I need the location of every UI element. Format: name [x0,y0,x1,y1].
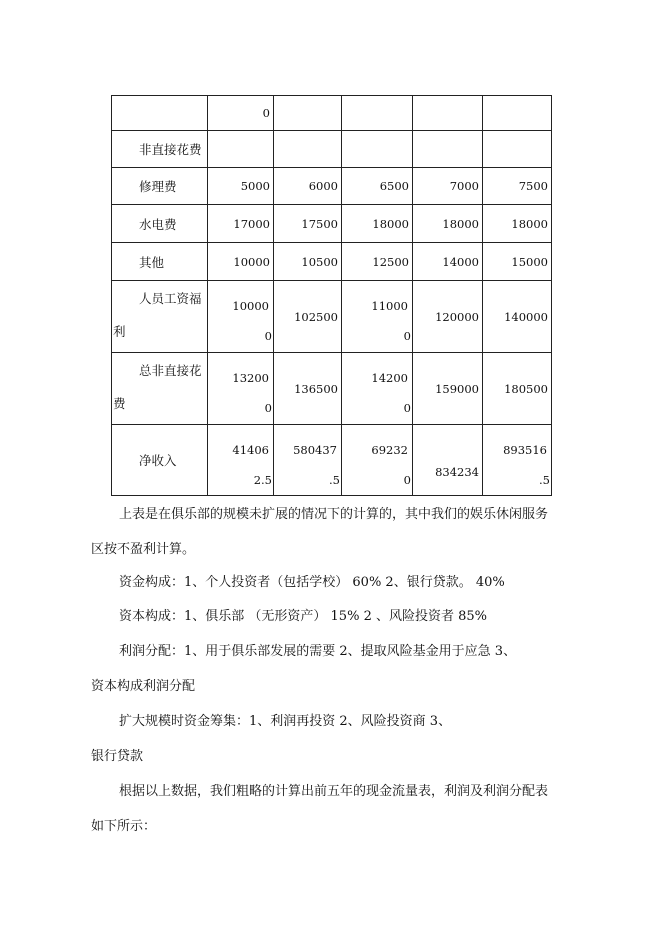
row-label: 其他 [112,243,208,281]
value-line2: .5 [539,472,550,487]
cell-value [483,425,552,496]
value-line1: 10000 [232,299,269,313]
cell-value [342,353,413,425]
paragraph-line: 上表是在俱乐部的规模未扩展的情况下的计算的，其中我们的娱乐休闲服务 [119,507,549,522]
paragraph-line: 资本构成利润分配 [91,679,196,694]
value-line1: 11000 [371,299,408,313]
table-row [112,281,552,353]
table-row [112,168,552,205]
row-label [112,96,208,131]
row-label-line1: 人员工资福 [139,291,202,306]
cell-empty [342,131,413,168]
cell-value [208,425,274,496]
cell-value: 120000 [413,281,483,353]
row-label [112,281,208,353]
cell-value: 10500 [274,243,342,281]
cell-value: 159000 [413,353,483,425]
cell-value: 6000 [274,168,342,205]
value-line1: 13200 [232,371,269,385]
paragraph-line: 如下所示： [91,819,157,834]
cell-empty [274,131,342,168]
cell-value [208,353,274,425]
cell-empty [483,131,552,168]
cell-value: 5000 [208,168,274,205]
cell-value: 140000 [483,281,552,353]
value-line2: 0 [403,401,411,415]
paragraph-line: 资金构成：1、个人投资者（包括学校） 60% 2、银行贷款。 40% [119,575,505,590]
cell-value: 136500 [274,353,342,425]
cell-value [342,96,413,131]
row-label-line2: 利 [113,324,126,339]
financial-table [111,95,552,496]
value-line2: .5 [329,472,340,487]
value-line2: 0 [264,329,272,343]
cell-value [208,281,274,353]
row-label: 非直接花费 [112,131,208,168]
cell-value [342,281,413,353]
table-row [112,205,552,243]
cell-value: 17500 [274,205,342,243]
value-line1: 41406 [232,442,269,457]
paragraph-line: 利润分配：1、用于俱乐部发展的需要 2、提取风险基金用于应急 3、 [119,644,517,659]
value-line1: 69232 [371,442,408,457]
paragraph-line: 区按不盈利计算。 [91,542,196,557]
cell-value: 6500 [342,168,413,205]
cell-empty [208,131,274,168]
row-label: 净收入 [112,425,208,496]
row-label: 水电费 [112,205,208,243]
cell-value [274,425,342,496]
value-line2: 0 [264,401,272,415]
paragraph-line: 根据以上数据，我们粗略的计算出前五年的现金流量表，利润及利润分配表 [119,784,549,799]
value-line2: 0 [403,329,411,343]
cell-value: 102500 [274,281,342,353]
cell-value: 7000 [413,168,483,205]
cell-value: 12500 [342,243,413,281]
value-line2: 0 [403,472,411,487]
table-row [112,131,552,168]
table-row [112,96,552,131]
cell-value: 18000 [413,205,483,243]
paragraph-line: 银行贷款 [91,749,144,764]
paragraph-line: 扩大规模时资金筹集：1、利润再投资 2、风险投资商 3、 [119,714,452,729]
row-label-line1: 总非直接花 [139,363,202,378]
value-line1: 893516 [503,442,547,457]
cell-value: 10000 [208,243,274,281]
table-row [112,243,552,281]
cell-value: 14000 [413,243,483,281]
cell-empty [413,131,483,168]
row-label [112,353,208,425]
cell-value: 18000 [483,205,552,243]
value-line2: 2.5 [253,472,272,487]
cell-value: 834234 [413,425,483,496]
table-row [112,353,552,425]
cell-value [413,96,483,131]
cell-value: 7500 [483,168,552,205]
cell-value: 0 [208,96,274,131]
cell-value [483,96,552,131]
cell-value [274,96,342,131]
cell-value: 15000 [483,243,552,281]
table-row [112,425,552,496]
row-label: 修理费 [112,168,208,205]
cell-value [342,425,413,496]
row-label-line2: 费 [113,396,126,411]
value-line1: 580437 [293,442,337,457]
value-line1: 14200 [371,371,408,385]
cell-value: 180500 [483,353,552,425]
cell-value: 18000 [342,205,413,243]
paragraph-line: 资本构成：1、俱乐部 （无形资产） 15% 2 、风险投资者 85% [119,609,487,624]
cell-value: 17000 [208,205,274,243]
